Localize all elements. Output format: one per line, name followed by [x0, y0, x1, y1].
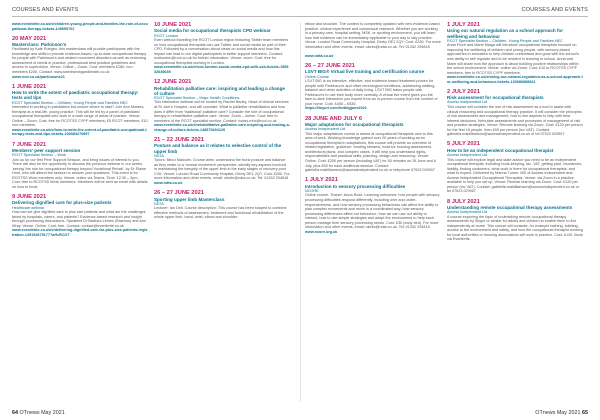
event-title: Using our natural regulation as a school approach for wellbeing and behaviour	[447, 28, 563, 39]
event-date: 8 JULY 2021	[447, 198, 480, 205]
header-rule	[12, 16, 588, 17]
event-organiser: NDTA	[154, 153, 164, 158]
event-date: 1 JULY 2021	[447, 22, 480, 28]
left-page-number: 64	[12, 410, 18, 416]
event-body: LSVT BIG is an intensive, effective, and evidence-based treatment proven for people with Parkinson's and other neurological conditions, addressing walking, balance and other activities of daily living. LSVT BIG trains people with Parkinson's to use their body more normally. A virtual live event gives you the face-to-face interaction you expect from an in-person course from the comfort of your home. Cost: £455 – £535.	[305, 79, 438, 106]
page-footer	[0, 406, 600, 420]
event-body: A course exploring the topic of undertaking remote occupational therapy assessments by Skype or similar for adults and children to enable them to live independently at home. This course will consider, for example bathing, toileting, access to the environment and safety, and how the occupational therapist working for local authorities or housing associations will work in practice. Cost: £120. Book via Eventbrite.	[447, 214, 583, 242]
event-entry	[12, 36, 148, 79]
event-entry	[447, 199, 583, 242]
page-header	[0, 0, 600, 20]
event-body: This course will consider the use of risk assessment as a tool to assist with clinical reasoning and occupational therapy practice. It will consider the principles of risk assessment and management, how to link aspects to help with best interest decisions, formulate assessments and processes of management of risk and practice strategies. Venue: Remote learning via Zoom. Cost: £120 per person for the first 15 people, then £90 per person (inc VAT). Contact: gabriella.makilliamson@accessindependent.co.uk or tel 07523 029907	[447, 105, 583, 137]
event-body: Online course. Trainer: Anna Rose. Learning outcomes: how people with sensory processing difficulties respond differently, including over and under-responsiveness, and how sensory processing behaviours can affect the ability to plan complex movements and move in a coordinated way; how sensory processing differences affect our behaviour; how we can use our ability to interact, how to use simple strategies and adapt the environment to help each person manage their sensory processing needs. Cost: £30 (early bird). For more information and other events, email: ukinfo@ndta.co.uk. Tel: 01332 294818	[305, 193, 440, 230]
right-page-number: 65	[582, 410, 588, 416]
event-body: Tutors: Becci Malcolm. Course aims: understand the trunk posture and balance as they relate to a 'normal movement' perspective; identify key aspects involved in maintaining the integrity of the upper limb in the early stages of recovery post CVA. Venue: London Road Community Hospital, Derby DE1 2QY. Cost: £250. For more information and other events, email: ukinfo@ndta.co.uk. Tel: 01332 294818	[154, 158, 290, 181]
event-organiser: Access Independent Ltd	[447, 153, 488, 158]
event-title: Members' peer support session	[12, 147, 81, 153]
event-body: Anna Finch and Marie Maiga will introduce occupational therapists focused on improving the wellbeing of children and young people, with sensory-based approaches in education to help children understand and grow with the school's own ability to self regulate and to be resilient in learning in school. Anna and Marie will share how the approach is about building positive relationships within the school environment. Venue: online via Zoom. Cost: £10 to RCOTSS CYPF members; free to RCOTSS CYPF members.	[447, 43, 580, 75]
event-entry	[305, 177, 441, 234]
event-title: Rehabilitation palliative care: inspiring and leading a change of culture	[154, 85, 285, 96]
event-organiser: RCOT Specialist Section – Children, Young People and Families NEC	[447, 38, 563, 43]
page-gutter	[300, 22, 301, 402]
event-organiser: NCORE	[305, 188, 319, 193]
event-title: Understanding remote occupational therapy assessments	[447, 204, 573, 210]
event-entry	[12, 194, 148, 237]
event-title: Social media for occupational therapists CPD webinar	[154, 28, 271, 34]
right-footer	[535, 410, 588, 416]
event-entry	[447, 141, 583, 194]
event-date: 9 JUNE 2021	[12, 194, 47, 201]
event-title: How to be an independent occupational therapist	[447, 147, 554, 153]
event-date: 7 JUNE 2021	[12, 141, 47, 148]
event-date: 12 JUNE 2021	[154, 79, 192, 86]
event-body: This major adaptations course is aimed at occupational therapists new to this area of work. Working knowledge gained over 20 years of working as an occupational therapist in adaptations, this course will provide an overview of related legislation, guidance, funding streams, tools for housing assessment, architectural plans, and complex cases. It will help you understand rights, responsibilities and practical skills; planning, design and reasoning. Venue: Online. Cost: £250 per person (including VAT) for 50 minutes on 28 June and 6 July, plus £50 for each additional session. Contact: gabriella.makilliamson@accessindependent.co.uk or telephone 07523 029907	[305, 131, 436, 173]
event-body: Facilitated by Kate Ruegen, this masterclass will provide participants with the knowledge and skills to provide evidence-based, up-to-date occupational therapy for people with Parkinson's and related movement disorders as well as reviewing assessment of needs in practice, professional best practice guidelines and access to supervision. Venue: Online – Zoom. Cost: members £180; non-members £200. Contact: www.kwintrainingandhealth.co.uk	[12, 47, 147, 75]
column-2	[154, 22, 290, 402]
event-date: 5 JULY 2021	[447, 141, 480, 148]
event-body: Lecturer: Ian Dell. Course description: This course has been shaped to combine effective methods of assessment, treatment and functional rehabilitation of the whole upper limb, hand, wrist, elbow and shoulder.	[154, 206, 287, 220]
event-date: 28 JUNE AND JULY 6	[305, 115, 363, 122]
event-body: This course will explore legal and state advice you need to be an independent occupational therapist, including book-keeping, tax, VAT, getting paid, insurances, liability, finding customers, what work is there for occupational therapists, and what to expect. Delivered by Marina Turner, MD of Access Independent and Access Independent Occupational Therapists. Venue: via Zoom in a practice available to help you set up. Venue: Remote learning via Zoom. Cost: £120 per person (inc VAT). Contact: gabriella.makilliamson@accessindependent.co.uk or tel 07523 029907	[447, 157, 583, 194]
continued-link[interactable]: www.ndta.co.uk	[305, 53, 334, 58]
event-date: 26 – 27 JUNE 2021	[154, 190, 204, 197]
event-date: 2 JULY 2021	[447, 88, 480, 95]
event-link[interactable]: www.eventbrite.co.uk/e/how-to-write-the-extent-of-paediatric-occupational-therapy-tests-and-tips-tickets-100083270697	[12, 127, 147, 137]
event-entry	[447, 22, 583, 84]
continued-body: elbow and shoulder. The content is completely updated with new evidence-based practice, clinical experience and consensual research. Whether you are working in a primary care, hospital setting, MSK, or sporting environment, you will learn how that evidence can be immediately applicable to your day to day practice. Venue: London Road Community Hospital, Derby DE1 2QY. Cost: £230. For more information and other events, email: ukinfo@ndta.co.uk. Tel: 01332 294818	[305, 22, 441, 49]
event-title: Masterclass: Parkinson's	[12, 42, 67, 48]
event-date: 21 – 22 JUNE 2021	[154, 136, 204, 143]
column-3	[305, 22, 441, 402]
event-title: Posture and balance as it relates to selective control of the upper limb	[154, 143, 282, 154]
event-entry	[154, 137, 290, 186]
column-1	[12, 22, 148, 402]
event-title: How to write the extent of paediatric occupational therapy: tests and tips	[12, 90, 139, 101]
event-link[interactable]: www.eventbrite.co.uk/e/rehabilitative-palliative-care-inspiring-and-leading-a-change-of-culture-tickets-148575494120	[154, 123, 290, 132]
event-title: Sporting upper limb Masterclass	[154, 196, 225, 202]
event-entry	[154, 190, 290, 220]
event-body: Interested in working in paediatrics but unsure where to start? Join Ann Moraes, therapist at a real-life, young practice. This will be led by a panel of paediatric occupational therapists who work in a wide range of areas of practice. Venue: Online – Zoom. Cost: free for RCOTSS CYPF members; £5 RCOT members; £10 non-members.	[12, 105, 148, 128]
event-body: How can we give dignified care to plus size patients and what are the challenges faced by hospitals, carers, and patients? Evidence-based research and insight through processing discussions. Speakers Dr Barbora Lemes (Brachus) and Ann Wray. Venue: Online. Cost: free. Contact: contact@eventbrite.co.uk	[12, 210, 147, 228]
event-organiser: RCOT Specialist Section – Work	[12, 153, 67, 158]
event-date: 20 MAY 2021	[12, 35, 47, 42]
event-title: Major adaptations for occupational therapists	[305, 122, 404, 127]
event-entry	[154, 22, 290, 75]
event-title: Delivering dignified care for plus-size patients	[12, 200, 112, 206]
event-body: Even without travelling the RCOT London region featuring Twitter team members on how occupational therapists can use Twitter and social media as part of their CPD. Followed by a conversation about views on social media and how this impact can lead to our digital participants in better support members. Contact: rcotlondon@rcot.co.uk for further information. Venue: zoom. Cost: free for occupational therapists working in London.	[154, 38, 289, 65]
event-organiser: Access Independent Ltd	[447, 100, 488, 105]
event-organiser: RCOT Specialist Section – Children, Young People and Families NEC	[12, 100, 128, 105]
event-date: 26 – 27 JUNE 2021	[305, 63, 355, 70]
event-organiser: RCOT Specialist Section – Major Health Conditions	[154, 95, 240, 100]
event-organiser: Online Course	[305, 74, 329, 79]
left-header-title: COURSES AND EVENTS	[12, 7, 79, 13]
event-title: LSVT BIG® Virtual live training and certification course	[305, 69, 424, 75]
right-header-title: COURSES AND EVENTS	[521, 7, 588, 13]
event-organiser: RCOT London	[154, 33, 179, 38]
event-link[interactable]: www.rcot.co.uk/parkinsons21	[12, 74, 65, 79]
event-date: 10 JUNE 2021	[154, 22, 192, 28]
event-link[interactable]: www.eventbrite.co.uk/e/rcot-london-social-media-cpd-with-ssb-tickets-150632036039	[154, 65, 289, 74]
event-body: Join us for our first Peer Support Session, and bring issues of interest to you. There will also be the opportunity to discuss the previous webinar in our series, 'seeing' the role for occupational therapy beyond Vocational Rehab', by Dr Elaine Hunt, who will attend the session to answer your questions. This event is for RCOTSS Work members only. Venue: online via Teams. Time: 12:30 – 2pm. Cost: free to RCOTSS Work members. Members will be sent an email with details on how to book.	[12, 157, 148, 189]
event-entry	[447, 89, 583, 137]
column-4	[447, 22, 583, 402]
event-entry	[305, 116, 441, 173]
event-title: Risk assessment for occupational therapists	[447, 95, 544, 101]
right-publication: OTnews May 2021	[535, 410, 581, 416]
left-publication: OTnews May 2021	[19, 410, 65, 416]
event-organiser: Access Independent Ltd	[447, 210, 488, 215]
event-link[interactable]: www.ndta.co.uk	[154, 181, 183, 185]
event-body: This interactive webinar will be hosted by Rachel Barley, Head of clinical services at St. Ann's Hospice, and will consider: What is palliative rehabilitation and how does it differ from 'traditional' palliative care? Consider the role of occupational therapy in rehabilitative palliative care. Venue: Zoom – online. Cost: free to members of the RCOT specialist section. Contact: rcotss-mhc@rcot.co.uk	[154, 100, 289, 123]
event-date: 1 JUNE 2021	[12, 83, 47, 90]
event-organiser: NDTA	[154, 201, 164, 206]
event-link[interactable]: www.ncore.org.uk	[305, 229, 338, 234]
event-link[interactable]: www.eventbrite.co.uk/e/delivering-dignified-care-for-plus-size-patients-registration-149152675177?aff=RCOT	[12, 228, 148, 237]
event-entry	[12, 84, 148, 137]
event-title: Introduction to sensory processing difficulties	[305, 183, 406, 189]
event-entry	[154, 79, 290, 132]
event-link[interactable]: https://tinyurl.com/lsvtbigjune2021	[305, 106, 367, 111]
event-link[interactable]: www.eventbrite.co.uk/e/using-our-natural-regulation-as-a-school-approach-for-wellbeing-and-behaviour-tickets-130080986641	[447, 75, 583, 84]
left-footer	[12, 410, 65, 416]
event-entry	[305, 63, 441, 111]
event-entry	[12, 142, 148, 190]
event-date: 1 JULY 2021	[305, 177, 338, 184]
event-organiser: Healthcare webinar	[12, 205, 45, 210]
intro-link[interactable]: www.eventbrite.co.uk/e/children-young-people-and-families-the-role-of-occupational-therapy-tickets-149690702	[12, 22, 148, 31]
event-organiser: Access Independent Ltd	[305, 127, 346, 132]
